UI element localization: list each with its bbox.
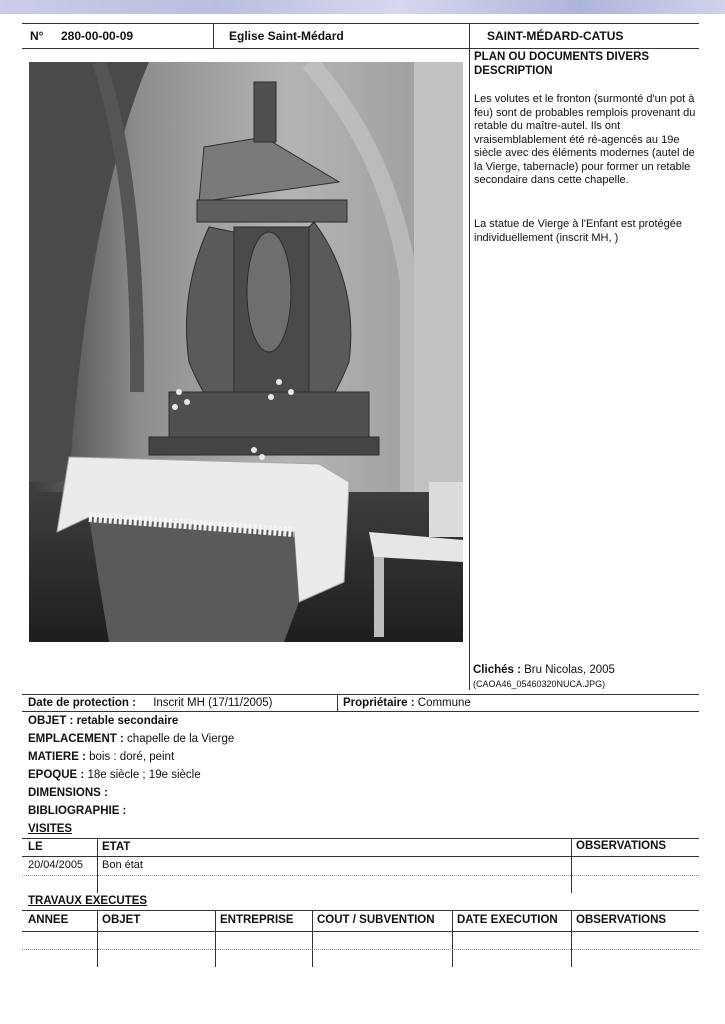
bibliographie-label: BIBLIOGRAPHIE : [28,805,127,817]
field-dimensions [28,787,108,799]
travaux-header-observations: OBSERVATIONS [576,914,667,926]
travaux-top-rule [22,910,699,911]
travaux-title: TRAVAUX EXECUTES [28,895,148,907]
photo-credit-label: Clichés : [473,664,521,676]
field-objet [28,715,178,727]
matiere-label: MATIERE : [28,751,86,763]
protection-label: Date de protection : [28,697,136,709]
photo-credit [473,664,615,676]
visite-row-date: 20/04/2005 [28,859,84,871]
visites-title: VISITES [28,823,73,835]
church-name: Eglise Saint-Médard [229,29,344,43]
header-divider [213,23,214,48]
travaux-col-divider-2 [215,910,216,967]
visites-header-rule [22,856,699,857]
travaux-header-date: DATE EXECUTION [457,914,558,926]
protection-divider [337,694,338,711]
travaux-header-objet: OBJET [102,914,141,926]
travaux-row-rule [22,949,699,950]
travaux-col-divider-3 [312,910,313,967]
travaux-col-divider-1 [97,910,98,967]
visites-col-divider-1 [97,838,98,893]
emplacement-value: chapelle de la Vierge [127,733,235,745]
record-number-label: N° [30,29,44,43]
visites-row-rule [22,875,699,876]
travaux-header-annee: ANNEE [28,914,69,926]
field-matiere [28,751,174,763]
visites-header-le: LE [28,841,43,853]
protection-value: Inscrit MH (17/11/2005) [153,697,273,709]
record-number: 280-00-00-09 [61,29,134,43]
altarpiece-photo [29,62,463,642]
owner-value: Commune [417,697,471,709]
top-decorative-band [0,0,725,14]
objet-value: retable secondaire [76,715,179,727]
header-top-rule [22,23,699,24]
description-paragraph-1: Les volutes et le fronton (surmonté d'un pot à feu) sont de probables remplois provenant du retable du maître-autel. Ils ont vraisemblablement été ré-agencés au 19e siècle avec des éléments modernes (autel de la Vierge, tabernacle) pour former un retable secondaire dans cette chapelle. [474,93,696,186]
visites-top-rule [22,838,699,839]
protection-top-rule [22,694,699,695]
travaux-header-cout: COUT / SUBVENTION [317,914,435,926]
owner [343,697,471,709]
header-bottom-rule [22,48,699,49]
right-column-divider [469,23,470,690]
protection-date [28,697,273,709]
field-epoque [28,769,201,781]
visites-header-etat: ETAT [102,841,131,853]
travaux-header-entreprise: ENTREPRISE [220,914,294,926]
travaux-header-rule [22,931,699,932]
description-heading: PLAN OU DOCUMENTS DIVERS DESCRIPTION [474,51,650,77]
field-bibliographie [28,805,126,817]
field-emplacement [28,733,234,745]
visites-header-observations: OBSERVATIONS [576,840,667,852]
epoque-value: 18e siècle ; 19e siècle [87,769,201,781]
travaux-col-divider-4 [452,910,453,967]
description-paragraph-2: La statue de Vierge à l'Enfant est protégée individuellement (inscrit MH, ) [474,218,682,244]
protection-bottom-rule [22,711,699,712]
photo-credit-value: Bru Nicolas, 2005 [524,664,615,676]
travaux-col-divider-5 [571,910,572,967]
dimensions-label: DIMENSIONS : [28,787,108,799]
owner-label: Propriétaire : [343,697,415,709]
photo-filename: (CAOA46_05460320NUCA.JPG) [473,679,606,689]
matiere-value: bois : doré, peint [89,751,175,763]
epoque-label: EPOQUE : [28,769,85,781]
commune-name: SAINT-MÉDARD-CATUS [487,29,624,43]
emplacement-label: EMPLACEMENT : [28,733,124,745]
objet-label: OBJET : [28,715,74,727]
visites-col-divider-2 [571,838,572,893]
visite-row-etat: Bon état [102,859,143,871]
